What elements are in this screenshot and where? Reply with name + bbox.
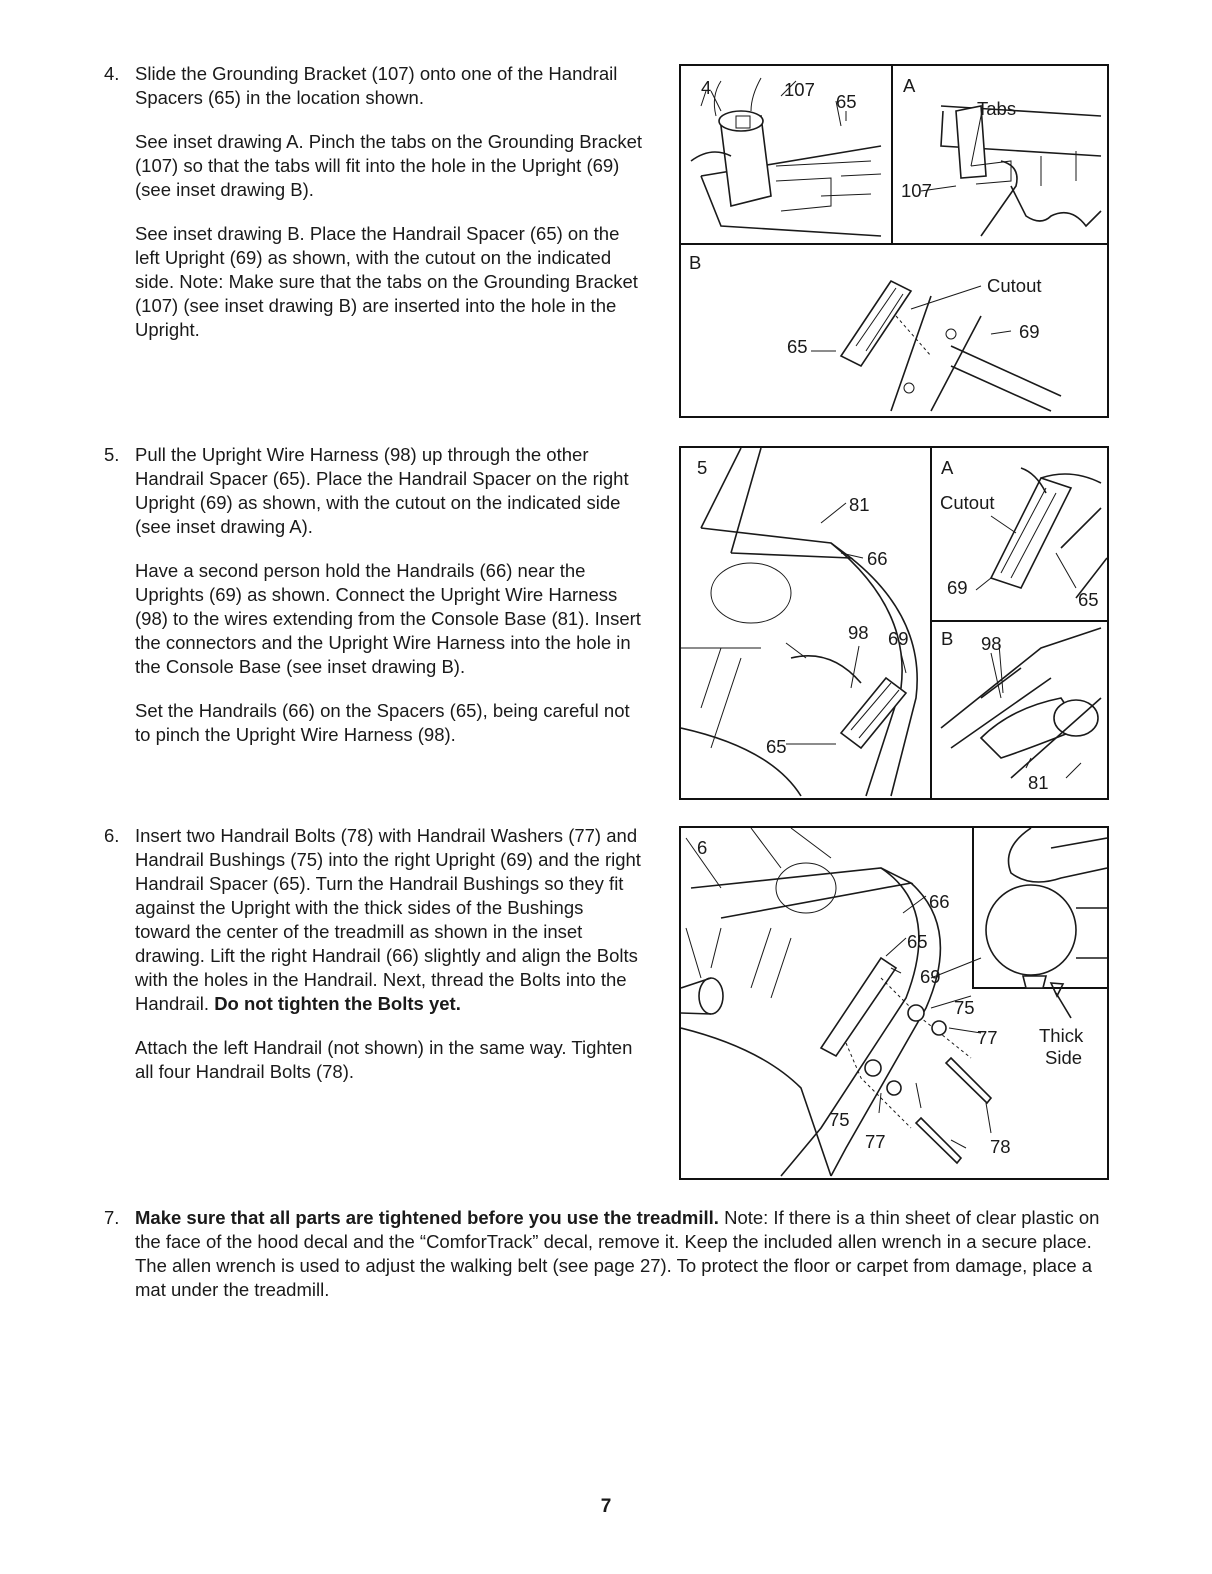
callout-75: 75: [954, 997, 975, 1018]
figure-label: 6: [697, 837, 708, 858]
figure-4-drawing: [681, 66, 1107, 416]
inset-label-a: A: [941, 457, 954, 478]
figure-label: 5: [697, 457, 708, 478]
step-5-paragraph: Have a second person hold the Handrails (66) near the Uprights (69) as shown. Connect the Upright Wire Harness (98) to the wires extending from the Console Base (81). Insert the connectors and the Upright Wire Harness into the hole in the Console Base (see inset drawing B).: [135, 560, 641, 677]
step-5: [104, 443, 644, 747]
inset-label-a: A: [903, 75, 916, 96]
callout-thick: Thick: [1039, 1025, 1084, 1046]
step-6-paragraph: Attach the left Handrail (not shown) in the same way. Tighten all four Handrail Bolts (78).: [135, 1037, 633, 1082]
page-number: 7: [600, 1496, 612, 1517]
callout-69: 69: [888, 628, 909, 649]
callout-77-lower: 77: [865, 1131, 886, 1152]
step-7-paragraph: [135, 1206, 1104, 1302]
step-6: [104, 824, 644, 1084]
callout-65: 65: [836, 91, 857, 112]
callout-65: 65: [907, 931, 928, 952]
callout-107: 107: [784, 79, 815, 100]
callout-75-lower: 75: [829, 1109, 850, 1130]
callout-65-inset: 65: [1078, 589, 1099, 610]
step-7-text: Note: If there is a thin sheet of clear plastic on the face of the hood decal and the “ComforTrack” decal, remove it. Keep the included allen wrench in a secure place. The allen wrench is used to adjust the walking belt (see page 27). To protect the floor or carpet from damage, place a mat under the treadmill.: [135, 1207, 1100, 1300]
callout-78: 78: [990, 1136, 1011, 1157]
step-number: 5.: [104, 444, 120, 465]
figure-5-drawing: [681, 448, 1107, 798]
callout-77: 77: [977, 1027, 998, 1048]
callout-cutout: Cutout: [940, 492, 995, 513]
callout-cutout: Cutout: [987, 275, 1042, 296]
step-4-paragraph: See inset drawing A. Pinch the tabs on the Grounding Bracket (107) so that the tabs will fit into the hole in the Upright (69) (see inset drawing B).: [135, 131, 643, 200]
callout-98-inset: 98: [981, 633, 1002, 654]
callout-107-inset: 107: [901, 180, 932, 201]
callout-69-inset: 69: [947, 577, 968, 598]
callout-66: 66: [867, 548, 888, 569]
figure-6-drawing: [681, 828, 1107, 1178]
callout-65-inset: 65: [787, 336, 808, 357]
step-number: 7.: [104, 1207, 120, 1228]
step-6-paragraph: [135, 824, 644, 1016]
callout-98: 98: [848, 622, 869, 643]
step-4: [104, 62, 644, 342]
callout-65: 65: [766, 736, 787, 757]
step-4-paragraph: Slide the Grounding Bracket (107) onto one of the Handrail Spacers (65) in the location shown.: [135, 63, 618, 108]
figure-label: 4: [701, 77, 712, 98]
step-6-text: Insert two Handrail Bolts (78) with Handrail Washers (77) and Handrail Bushings (75) into the right Upright (69) and the right Handrail Spacer (65). Turn the Handrail Bushings so they fit against the Upright with the thick sides of the Bushings toward the center of the treadmill as shown in the inset drawing. Lift the right Handrail (66) slightly and align the Bolts with the holes in the Handrail. Next, thread the Bolts into the Handrail.: [135, 825, 641, 1014]
step-number: 6.: [104, 825, 120, 846]
callout-66: 66: [929, 891, 950, 912]
step-7: [104, 1206, 1104, 1302]
step-number: 4.: [104, 63, 120, 84]
callout-81-inset: 81: [1028, 772, 1049, 793]
step-7-warning: Make sure that all parts are tightened before you use the treadmill.: [135, 1207, 719, 1228]
callout-69: 69: [920, 966, 941, 987]
figure-5: [679, 446, 1109, 800]
figure-6: [679, 826, 1109, 1180]
figure-4: [679, 64, 1109, 418]
callout-69: 69: [1019, 321, 1040, 342]
step-5-paragraph: Set the Handrails (66) on the Spacers (65), being careful not to pinch the Upright Wire Harness (98).: [135, 700, 630, 745]
step-6-warning: Do not tighten the Bolts yet.: [214, 993, 461, 1014]
callout-81: 81: [849, 494, 870, 515]
step-5-paragraph: Pull the Upright Wire Harness (98) up through the other Handrail Spacer (65). Place the Handrail Spacer on the right Upright (69) as shown, with the cutout on the indicated side (see inset drawing A).: [135, 444, 629, 537]
inset-label-b: B: [689, 252, 702, 273]
callout-side: Side: [1045, 1047, 1083, 1068]
step-4-paragraph: See inset drawing B. Place the Handrail Spacer (65) on the left Upright (69) as shown, with the cutout on the indicated side. Note: Make sure that the tabs on the Grounding Bracket (107) (see inset drawing B) are inserted into the hole in the Upright.: [135, 223, 638, 340]
callout-tabs: Tabs: [977, 98, 1017, 119]
inset-label-b: B: [941, 628, 954, 649]
